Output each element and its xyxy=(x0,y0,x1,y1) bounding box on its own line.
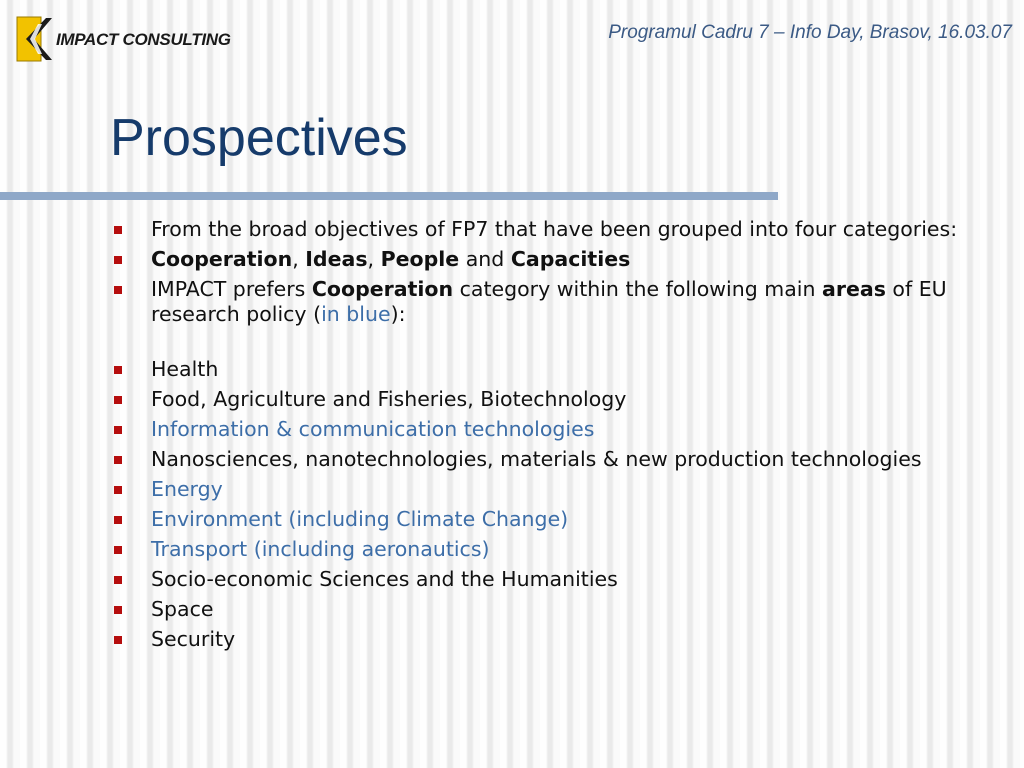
title-divider xyxy=(0,192,778,200)
category-capacities: Capacities xyxy=(510,247,631,271)
in-blue-note: in blue xyxy=(321,302,391,326)
area-label: Transport (including aeronautics) xyxy=(151,537,490,561)
intro-text: From the broad objectives of FP7 that have been grouped into four categories: xyxy=(151,217,958,241)
area-item xyxy=(112,447,992,472)
square-bullet-icon xyxy=(114,486,122,494)
area-item xyxy=(112,417,992,442)
square-bullet-icon xyxy=(114,546,122,554)
areas-keyword: areas xyxy=(822,277,886,301)
event-header: Programul Cadru 7 – Info Day, Brasov, 16.03.07 xyxy=(608,22,1012,43)
impact-logo-icon xyxy=(16,16,54,62)
area-label: Environment (including Climate Change) xyxy=(151,507,569,531)
category-cooperation: Cooperation xyxy=(151,247,293,271)
area-item xyxy=(112,387,992,412)
square-bullet-icon xyxy=(114,456,122,464)
area-label: Space xyxy=(151,597,214,621)
category-ideas: Ideas xyxy=(305,247,368,271)
area-item xyxy=(112,477,992,502)
area-label: Nanosciences, nanotechnologies, materials & new production technologies xyxy=(151,447,922,471)
area-item xyxy=(112,567,992,592)
square-bullet-icon xyxy=(114,426,122,434)
square-bullet-icon xyxy=(114,286,122,294)
area-label: Health xyxy=(151,357,219,381)
square-bullet-icon xyxy=(114,226,122,234)
square-bullet-icon xyxy=(114,396,122,404)
square-bullet-icon xyxy=(114,516,122,524)
square-bullet-icon xyxy=(114,256,122,264)
bullet-list xyxy=(112,217,992,657)
logo-text: IMPACT CONSULTING xyxy=(56,30,231,49)
area-label: Socio-economic Sciences and the Humanities xyxy=(151,567,618,591)
area-item xyxy=(112,537,992,562)
list-item: Cooperation, Ideas, People and Capacities xyxy=(112,247,992,272)
slide-title: Prospectives xyxy=(110,109,408,167)
square-bullet-icon xyxy=(114,366,122,374)
square-bullet-icon xyxy=(114,576,122,584)
area-item xyxy=(112,627,992,652)
category-people: People xyxy=(380,247,460,271)
area-label: Food, Agriculture and Fisheries, Biotechnology xyxy=(151,387,627,411)
square-bullet-icon xyxy=(114,606,122,614)
area-label: Security xyxy=(151,627,236,651)
area-label: Information & communication technologies xyxy=(151,417,595,441)
square-bullet-icon xyxy=(114,636,122,644)
preferred-category: Cooperation xyxy=(311,277,454,301)
area-item xyxy=(112,597,992,622)
area-item xyxy=(112,357,992,382)
area-label: Energy xyxy=(151,477,223,501)
area-item xyxy=(112,507,992,532)
list-item xyxy=(112,217,992,242)
logo xyxy=(16,16,231,62)
list-item: IMPACT prefers Cooperation category within the following main areas of EU research policy (in blue): xyxy=(112,277,992,327)
